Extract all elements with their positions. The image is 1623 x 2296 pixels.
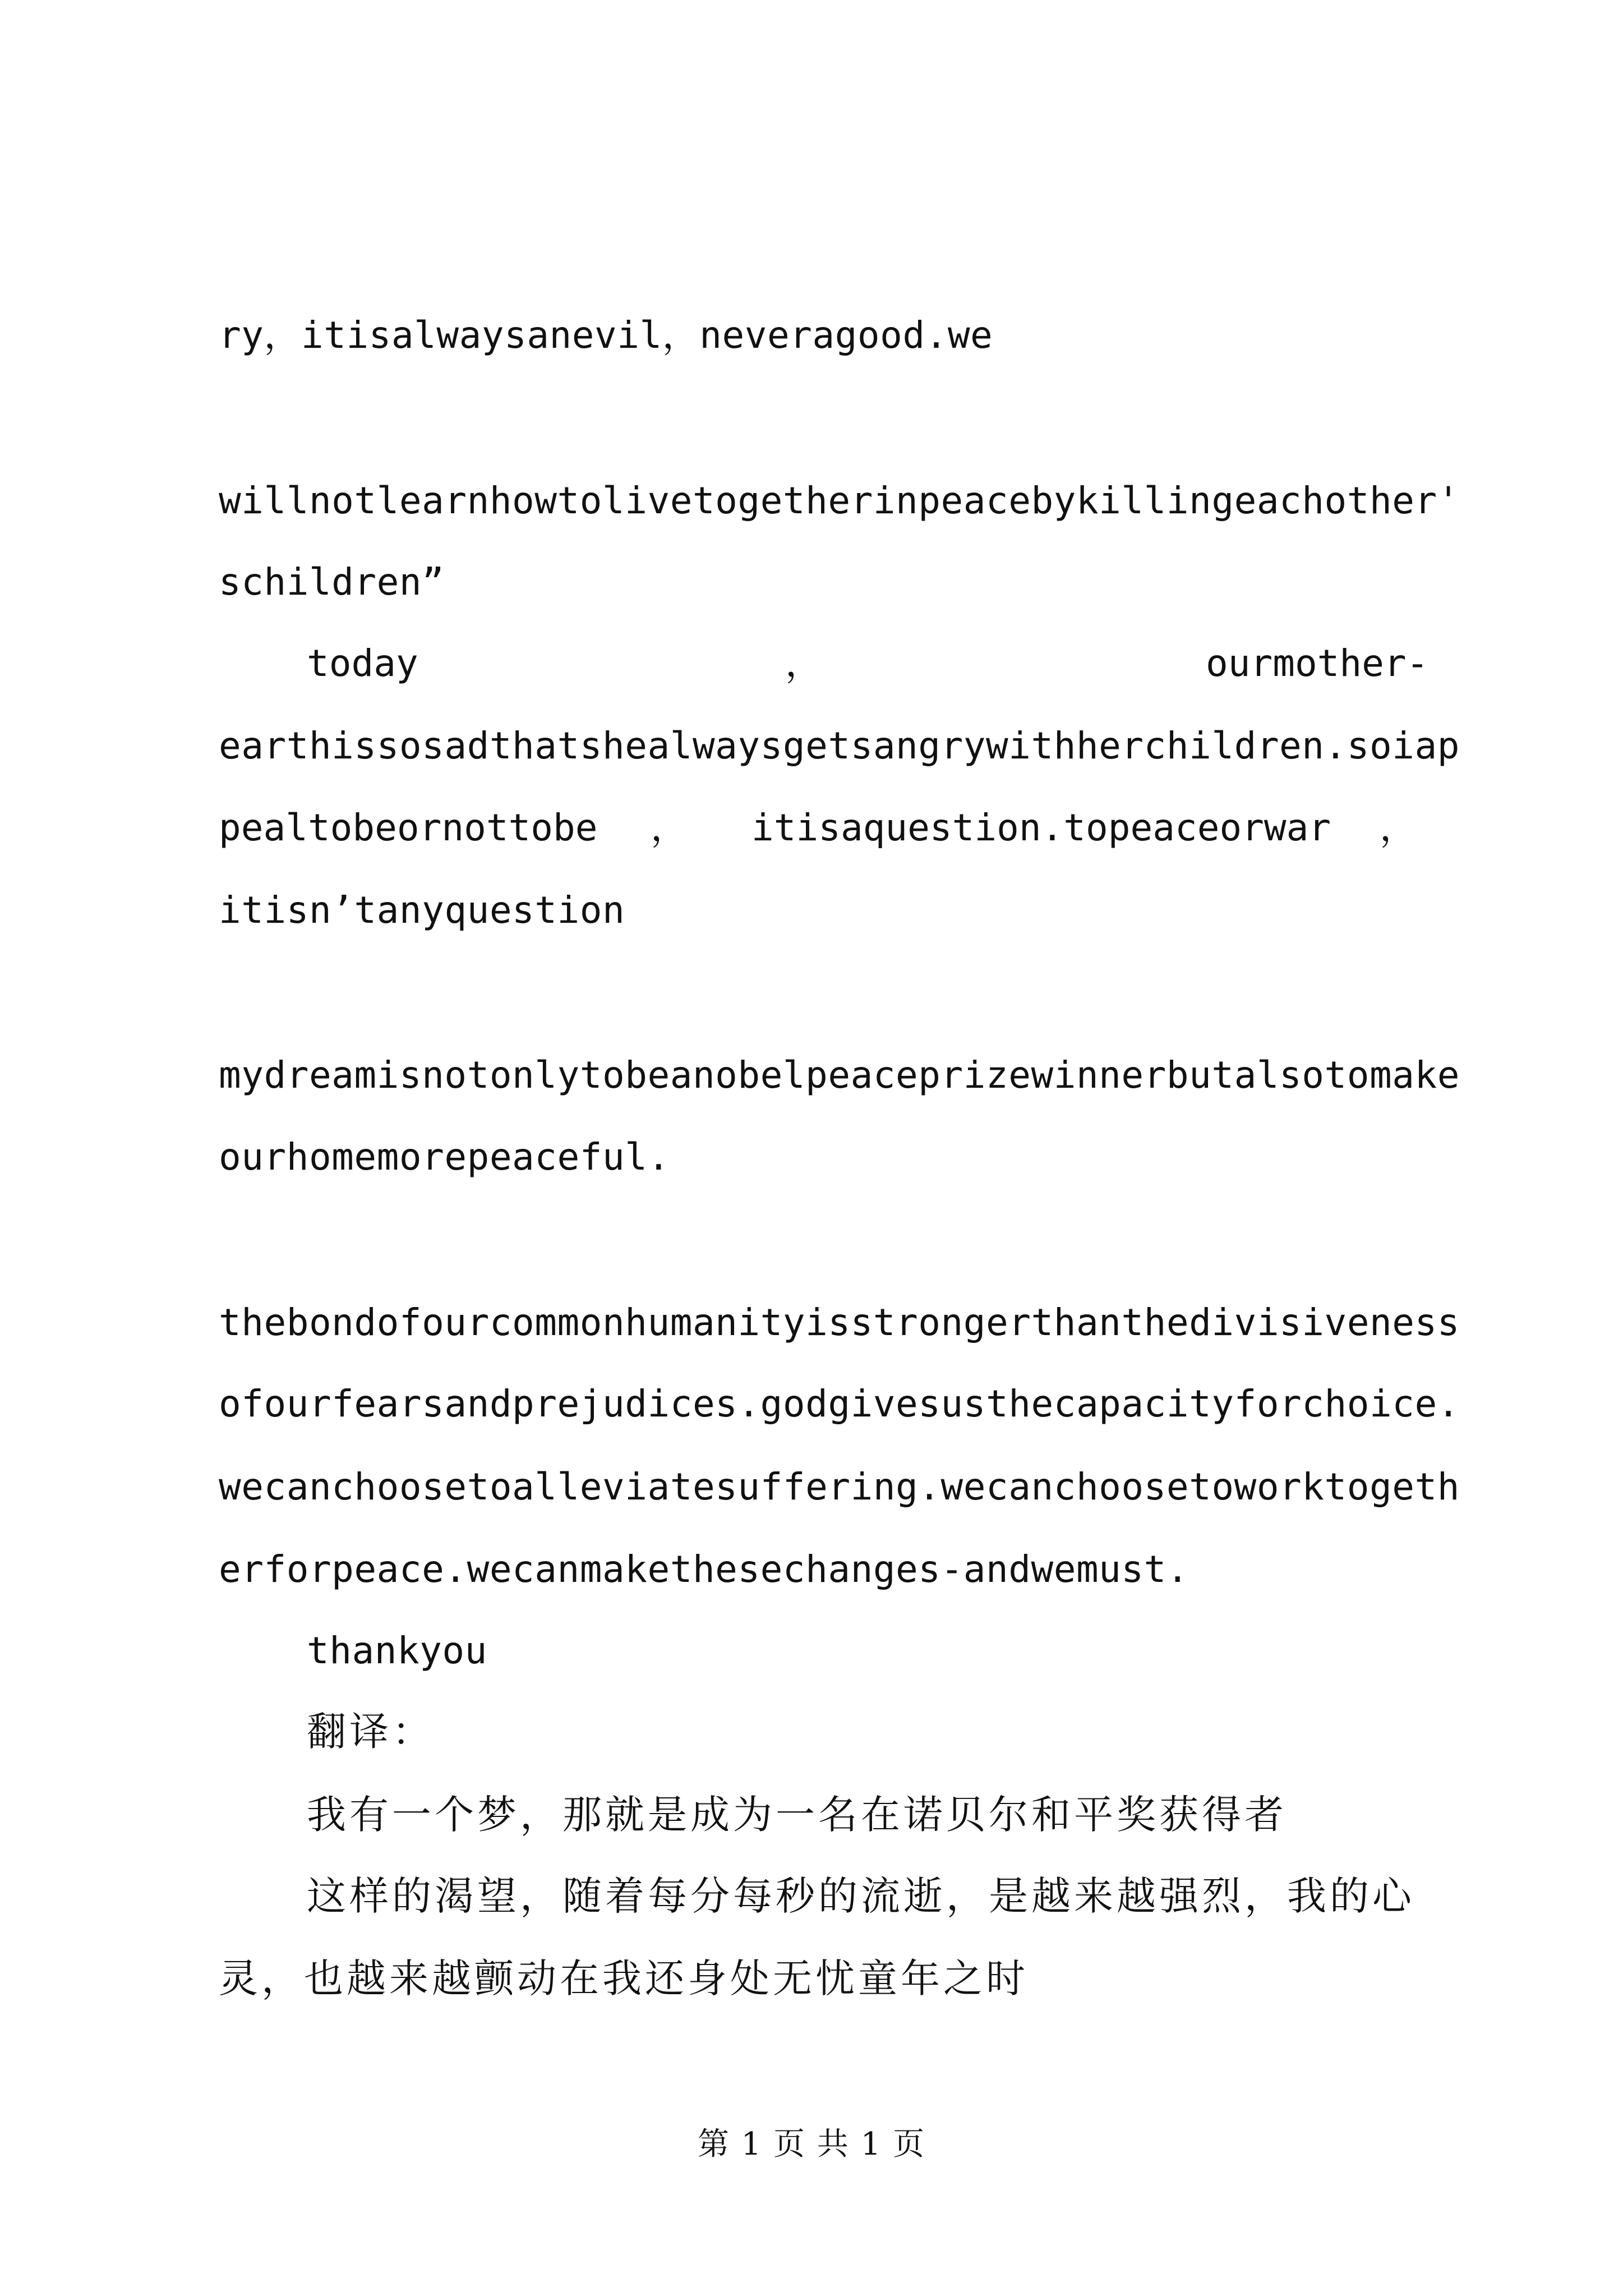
body-line: mydreamisnotonlytobeanobelpeaceprizewinnerbutalsotomake [219,1053,1460,1097]
body-line: earthissosadthatshealwaysgetsangrywithherchildren.soiap [219,724,1460,767]
justified-word: ， [785,642,822,685]
translation-label: 翻译： [307,1709,435,1755]
justified-word: ， [1380,806,1417,849]
zh-line: 灵，也越来越颤动在我还身处无忧童年之时 [219,1955,1029,2001]
zh-line: 我有一个梦，那就是成为一名在诺贝尔和平奖获得者 [307,1792,1287,1838]
body-line: schildren” [219,560,445,604]
body-line: erforpeace.wecanmakethesechanges-andwemust. [219,1548,1189,1591]
body-line: ourhomemorepeaceful. [219,1135,670,1179]
body-line: ofourfearsandprejudices.godgivesusthecapacityforchoice. [219,1382,1460,1425]
justified-word: today [307,642,418,685]
body-line: thankyou [307,1629,487,1672]
justified-word: ， [651,806,688,849]
body-line: itisn’tanyquestion [219,889,625,932]
body-line: willnotlearnhowtolivetogetherinpeacebykillingeachother' [219,479,1460,522]
zh-line: 这样的渴望，随着每分每秒的流逝，是越来越强烈，我的心 [307,1873,1415,1919]
body-line: ry，itisalwaysanevil，neveragood.we [219,314,993,357]
page-footer: 第 1 页 共 1 页 [697,2126,926,2162]
body-line: thebondofourcommonhumanityisstrongerthanthedivisiveness [219,1301,1460,1344]
body-line: wecanchoosetoalleviatesuffering.wecanchoosetoworktogeth [219,1465,1460,1508]
justified-word: itisaquestion.topeaceorwar [751,806,1331,849]
justified-word: pealtobeornottobe [219,806,598,849]
justified-word: ourmother- [1206,642,1429,685]
